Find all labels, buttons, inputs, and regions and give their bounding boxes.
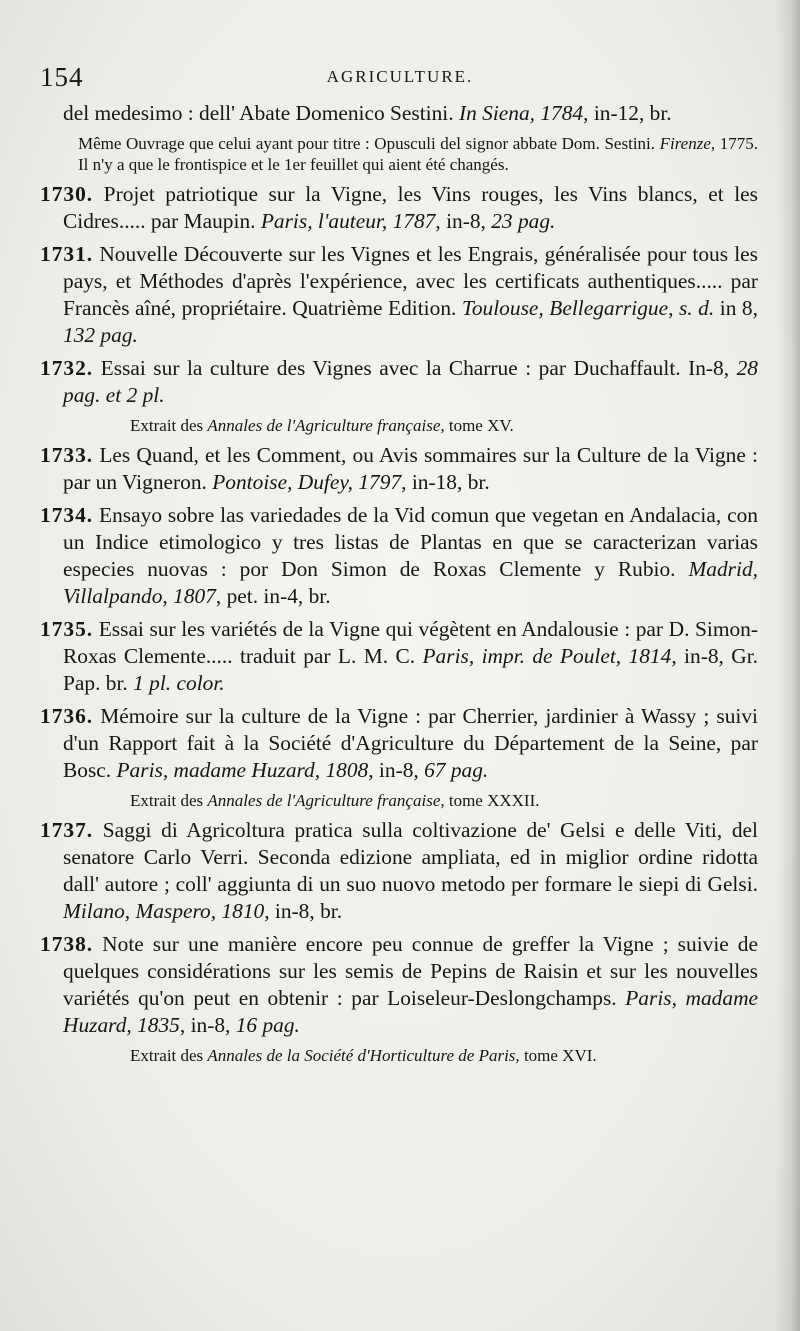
entry-number: 1736. [40, 704, 94, 728]
entry-1732: 1732. Essai sur la culture des Vignes avec la Charrue : par Duchaffault. In-8, 28 pag. et 2 pl. [40, 356, 758, 407]
entry-number: 1732. [40, 356, 94, 380]
entry-1730: 1730. Projet patriotique sur la Vigne, les Vins rouges, les Vins blancs, et les Cidres..... par Maupin. Paris, l'auteur, 1787, in-8, 23 pag. [40, 182, 758, 233]
entry-number: 1731. [40, 242, 94, 266]
entry-note: Extrait des Annales de la Société d'Horticulture de Paris, tome XVI. [130, 1046, 597, 1065]
page-edge-shadow [776, 0, 800, 1331]
page-number: 154 [40, 62, 84, 92]
entry-number: 1730. [40, 182, 94, 206]
entry-number: 1737. [40, 818, 94, 842]
entry-1737: 1737. Saggi di Agricoltura pratica sulla coltivazione de' Gelsi e delle Viti, del senatore Carlo Verri. Seconda edizione ampliata, ed in miglior ordine ridotta dall' autore ; coll' aggiunta di un suo nuovo metodo per formare le siepi di Gelsi. Milano, Maspero, 1810, in-8, br. [40, 818, 758, 923]
entry-1733: 1733. Les Quand, et les Comment, ou Avis sommaires sur la Culture de la Vigne : par un Vigneron. Pontoise, Dufey, 1797, in-18, br. [40, 443, 758, 494]
entry-continuation: del medesimo : dell' Abate Domenico Sestini. In Siena, 1784, in-12, br. [63, 101, 672, 125]
entry-1738: 1738. Note sur une manière encore peu connue de greffer la Vigne ; suivie de quelques considérations sur les semis de Pepins de Raisin et sur les nouvelles variétés qu'on peut en obtenir : par Loiseleur-Deslongchamps. Paris, madame Huzard, 1835, in-8, 16 pag. [40, 932, 759, 1037]
entry-1735: 1735. Essai sur les variétés de la Vigne qui végètent en Andalousie : par D. Simon-Roxas Clemente..... traduit par L. M. C. Paris, impr. de Poulet, 1814, in-8, Gr. Pap. br. 1 pl. color. [40, 617, 758, 695]
entry-note: Même Ouvrage que celui ayant pour titre : Opusculi del signor abbate Dom. Sestini. Firenze, 1775. Il n'y a que le frontispice et le 1er feuillet qui aient été changés. [78, 134, 758, 174]
page-text [40, 100, 758, 1072]
page-header [0, 62, 800, 92]
entry-number: 1735. [40, 617, 94, 641]
entry-1734: 1734. Ensayo sobre las variedades de la Vid comun que vegetan en Andalacia, con un Indice etimologico y tres listas de Plantas en que se caracterizan varias especies nuovas : por Don Simon de Roxas Clemente y Rubio. Madrid, Villalpando, 1807, pet. in-4, br. [40, 503, 758, 608]
entry-note: Extrait des Annales de l'Agriculture française, tome XV. [130, 416, 514, 435]
entry-1731: 1731. Nouvelle Découverte sur les Vignes et les Engrais, généralisée pour tous les pays, et Méthodes d'après l'expérience, avec les certificats authentiques..... par Francès aîné, propriétaire. Quatrième Edition. Toulouse, Bellegarrigue, s. d. in 8, 132 pag. [40, 242, 758, 347]
entry-number: 1733. [40, 443, 94, 467]
running-title: AGRICULTURE. [326, 67, 474, 86]
entry-number: 1734. [40, 503, 94, 527]
entry-1736: 1736. Mémoire sur la culture de la Vigne : par Cherrier, jardinier à Wassy ; suivi d'un Rapport fait à la Société d'Agriculture du Département de la Seine, par Bosc. Paris, madame Huzard, 1808, in-8, 67 pag. [40, 704, 758, 782]
entry-note: Extrait des Annales de l'Agriculture française, tome XXXII. [130, 791, 540, 810]
entry-number: 1738. [40, 932, 94, 956]
